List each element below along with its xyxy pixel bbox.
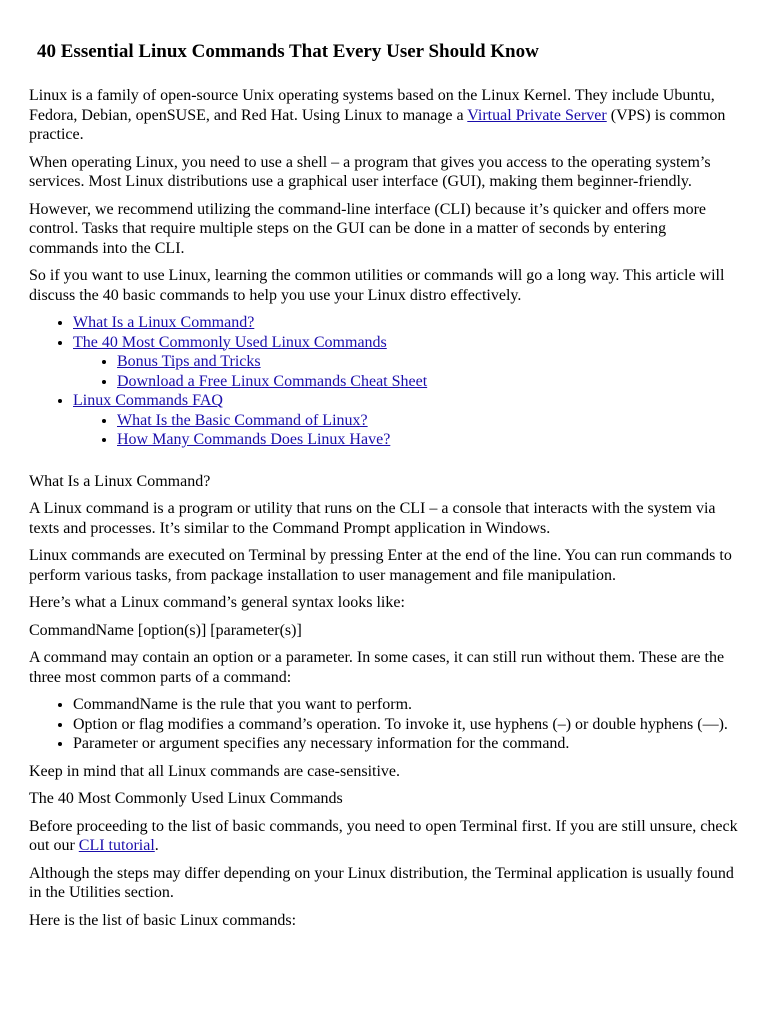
section1-paragraph-2: Linux commands are executed on Terminal by pressing Enter at the end of the line. You can run commands to perform various tasks, from package installation to user management and file manipulation. bbox=[29, 547, 732, 584]
section2-paragraph-2: Although the steps may differ depending on your Linux distribution, the Terminal application is usually found in the Utilities section. bbox=[29, 864, 734, 901]
toc-subitem bbox=[117, 430, 739, 450]
toc-link-basic-command[interactable]: What Is the Basic Command of Linux? bbox=[117, 411, 368, 429]
article-title: 40 Essential Linux Commands That Every User Should Know bbox=[37, 41, 539, 62]
intro-paragraph-3: However, we recommend utilizing the command-line interface (CLI) because it’s quicker and offers more control. Tasks that require multiple steps on the GUI can be done in a matter of seconds by entering commands into the CLI. bbox=[29, 200, 707, 257]
toc-subitem bbox=[117, 372, 739, 392]
toc-link-faq[interactable]: Linux Commands FAQ bbox=[73, 392, 223, 409]
list-item: • CommandName is the rule that you want to perform. bbox=[73, 695, 739, 715]
toc-link-40-commands[interactable]: The 40 Most Commonly Used Linux Commands bbox=[73, 333, 387, 351]
intro-paragraph-2: When operating Linux, you need to use a shell – a program that gives you access to the operating system’s services. Most Linux distributions use a graphical user interface (GUI), making them beginner-friendly. bbox=[29, 153, 711, 190]
section2-paragraph-1 bbox=[29, 817, 739, 856]
intro-text-before-link: Linux is a family of open-source Unix operating systems based on the Linux Kernel. They include Ubuntu, Fedora, Debian, openSUSE, and Red Hat. Using Linux to manage a bbox=[29, 87, 715, 124]
toc-link-how-many-commands[interactable]: How Many Commands Does Linux Have? bbox=[117, 431, 391, 448]
command-syntax: CommandName [option(s)] [parameter(s)] bbox=[29, 621, 302, 639]
section1-paragraph-5: Keep in mind that all Linux commands are case-sensitive. bbox=[29, 762, 400, 780]
section-heading-what-is-command: What Is a Linux Command? bbox=[29, 472, 211, 490]
section-heading-40-commands: The 40 Most Commonly Used Linux Commands bbox=[29, 790, 343, 807]
toc-subitem bbox=[117, 411, 739, 431]
section2-paragraph-3: Here is the list of basic Linux commands: bbox=[29, 911, 297, 929]
list-item: • Option or flag modifies a command’s operation. To invoke it, use hyphens (–) or double hyphens (—). bbox=[73, 715, 739, 735]
toc-subitem bbox=[117, 352, 739, 372]
section1-paragraph-1: A Linux command is a program or utility that runs on the CLI – a console that interacts with the system via texts and processes. It’s similar to the Command Prompt application in Windows. bbox=[29, 500, 716, 537]
intro-paragraph-1 bbox=[29, 86, 739, 145]
command-parts-list bbox=[29, 695, 739, 754]
toc-link-cheat-sheet[interactable]: Download a Free Linux Commands Cheat Sheet bbox=[117, 372, 428, 390]
toc-sublist bbox=[73, 352, 739, 391]
toc-item bbox=[73, 333, 739, 392]
list-item: • Parameter or argument specifies any necessary information for the command. bbox=[73, 734, 739, 754]
table-of-contents bbox=[29, 313, 739, 450]
vps-link[interactable]: Virtual Private Server bbox=[467, 106, 607, 124]
toc-sublist bbox=[73, 411, 739, 450]
cli-tutorial-link[interactable]: CLI tutorial bbox=[78, 837, 155, 854]
toc-link-what-is-command[interactable]: What Is a Linux Command? bbox=[73, 314, 255, 331]
section2-text-before-link: Before proceeding to the list of basic commands, you need to open Terminal first. If you are still unsure, check out our bbox=[29, 817, 738, 854]
spacer bbox=[29, 458, 739, 472]
section1-paragraph-3: Here’s what a Linux command’s general syntax looks like: bbox=[29, 594, 405, 611]
toc-item bbox=[73, 391, 739, 450]
intro-paragraph-4: So if you want to use Linux, learning the common utilities or commands will go a long way. This article will discuss the 40 basic commands to help you use your Linux distro effectively. bbox=[29, 267, 725, 304]
toc-link-bonus-tips[interactable]: Bonus Tips and Tricks bbox=[117, 353, 261, 370]
toc-item bbox=[73, 313, 739, 333]
section1-paragraph-4: A command may contain an option or a parameter. In some cases, it can still run without them. These are the three most common parts of a command: bbox=[29, 649, 725, 686]
section2-text-after-link: . bbox=[154, 837, 159, 854]
intro-text-after-link: (VPS) is common practice. bbox=[29, 106, 726, 143]
